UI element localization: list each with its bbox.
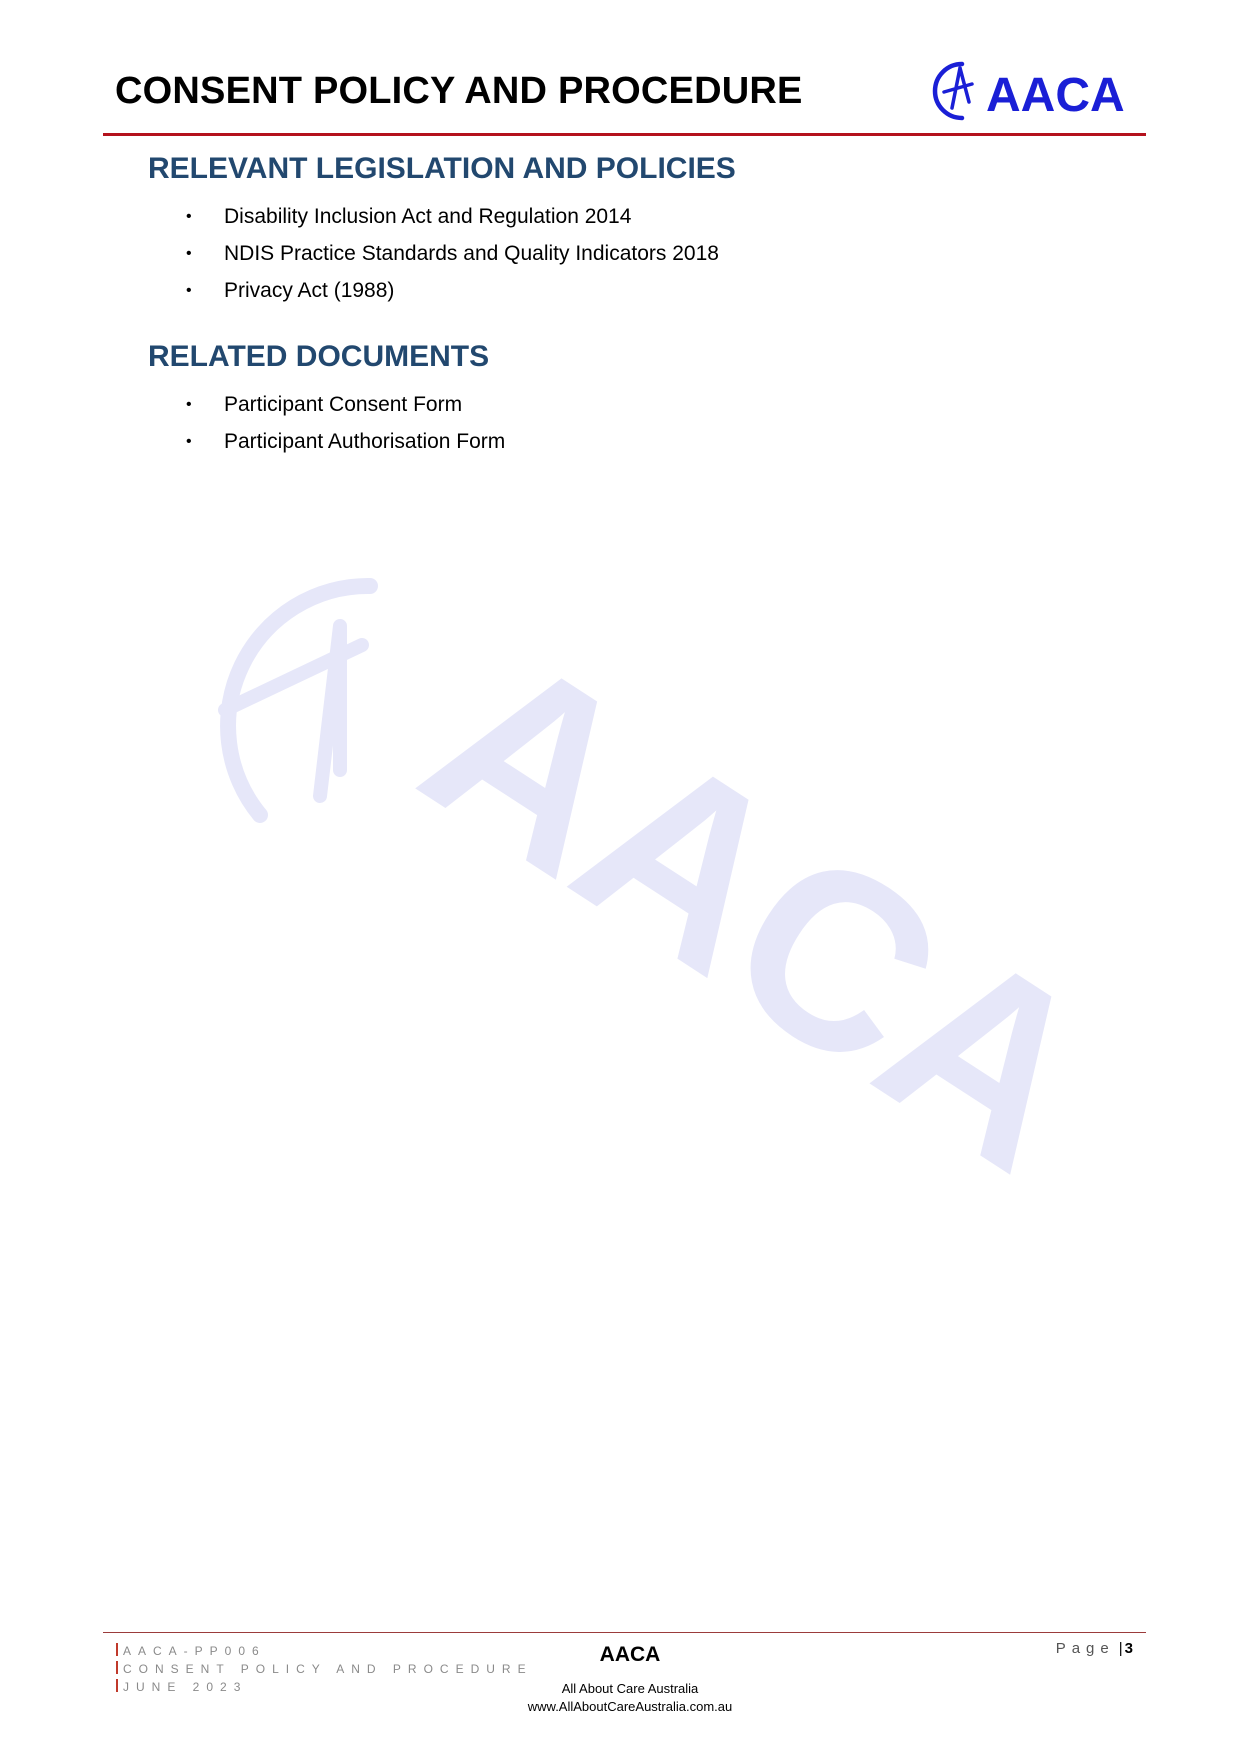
footer-divider	[103, 1632, 1146, 1633]
footer-website: www.AllAboutCareAustralia.com.au	[527, 1699, 733, 1714]
list-item	[148, 272, 719, 309]
footer-page-number: Page | 3	[1055, 1640, 1133, 1657]
list-item	[148, 423, 505, 460]
list-item	[148, 386, 505, 423]
section-heading-related-documents: RELATED DOCUMENTS	[148, 340, 490, 373]
list-item-text: Privacy Act (1988)	[224, 279, 395, 302]
aaca-logo	[930, 58, 1142, 124]
footer-org-short: AACA	[599, 1643, 661, 1666]
list-item	[148, 198, 719, 235]
footer-organisation	[430, 1640, 830, 1716]
footer-date: JUNE 2023	[116, 1678, 533, 1696]
list-item	[148, 235, 719, 272]
bullet-icon: •	[186, 433, 192, 450]
header-divider	[103, 133, 1146, 136]
watermark-text: AACA	[381, 595, 1139, 1223]
legislation-list	[148, 198, 719, 309]
logo-a-mark-icon	[944, 68, 972, 108]
bullet-icon: •	[186, 245, 192, 262]
bullet-icon: •	[186, 396, 192, 413]
footer-doc-name: CONSENT POLICY AND PROCEDURE	[116, 1660, 533, 1678]
footer-doc-code: AACA-PP006	[116, 1642, 533, 1660]
logo-wordmark: AACA	[986, 69, 1125, 122]
aaca-watermark	[170, 570, 1139, 1223]
list-item-text: Participant Consent Form	[224, 393, 463, 416]
list-item-text: Participant Authorisation Form	[224, 430, 506, 453]
bullet-icon: •	[186, 282, 192, 299]
section-heading-legislation: RELEVANT LEGISLATION AND POLICIES	[148, 152, 736, 185]
bullet-icon: •	[186, 208, 192, 225]
page-label: Page	[1055, 1640, 1115, 1657]
list-item-text: NDIS Practice Standards and Quality Indicators 2018	[224, 242, 719, 265]
related-documents-list	[148, 386, 505, 460]
list-item-text: Disability Inclusion Act and Regulation 2014	[224, 205, 632, 228]
page-number: 3	[1124, 1640, 1133, 1657]
footer-org-full: All About Care Australia	[561, 1681, 699, 1696]
document-title: CONSENT POLICY AND PROCEDURE	[115, 70, 803, 112]
